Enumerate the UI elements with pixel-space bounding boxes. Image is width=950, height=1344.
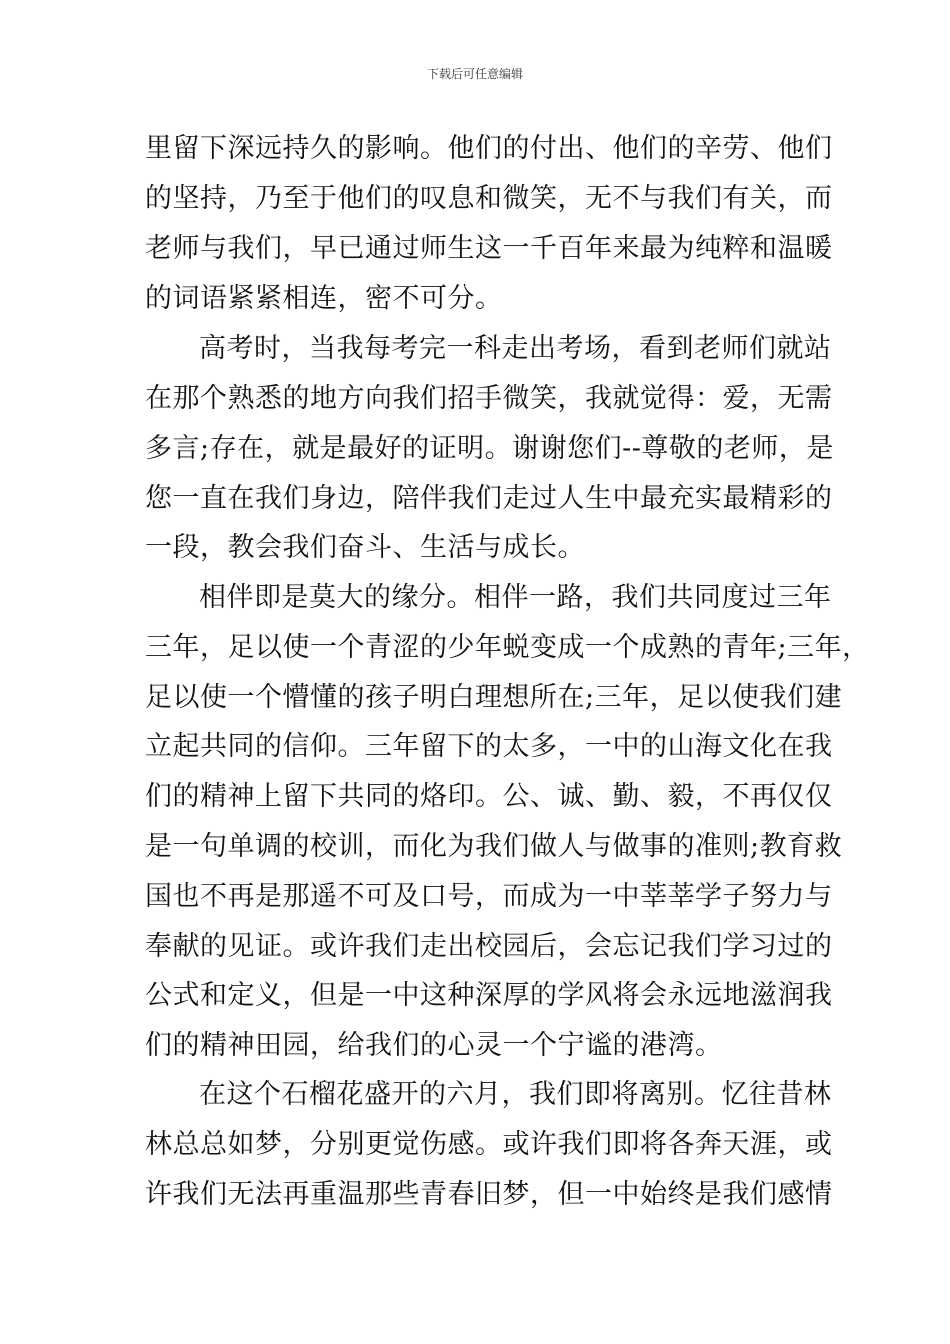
text-line: 一段，教会我们奋斗、生活与成长。 xyxy=(145,532,585,563)
paragraph-start-line: 高考时，当我每考完一科走出考场，看到老师们就站 xyxy=(199,333,832,364)
page-header: 下载后可任意编辑 xyxy=(426,67,523,81)
text-line: 们的精神上留下共同的烙印。公、诚、勤、毅，不再仅仅 xyxy=(145,781,833,812)
text-line: 是一句单调的校训，而化为我们做人与做事的准则;教育救 xyxy=(145,831,843,862)
text-line: 的坚持，乃至于他们的叹息和微笑，无不与我们有关，而 xyxy=(145,183,833,214)
text-line: 林总总如梦，分别更觉伤感。或许我们即将各奔天涯，或 xyxy=(145,1129,833,1160)
text-line: 在那个熟悉的地方向我们招手微笑，我就觉得：爱，无需 xyxy=(145,383,833,414)
text-line: 老师与我们，早已通过师生这一千百年来最为纯粹和温暖 xyxy=(145,233,833,264)
text-line: 三年，足以使一个青涩的少年蜕变成一个成熟的青年;三年， xyxy=(145,632,870,663)
text-line: 们的精神田园，给我们的心灵一个宁谧的港湾。 xyxy=(145,1030,723,1061)
text-line: 奉献的见证。或许我们走出校园后，会忘记我们学习过的 xyxy=(145,931,833,962)
text-line: 足以使一个懵懂的孩子明白理想所在;三年，足以使我们建 xyxy=(145,682,843,713)
paragraph-start-line: 在这个石榴花盛开的六月，我们即将离别。忆往昔林 xyxy=(199,1079,832,1110)
text-line: 公式和定义，但是一中这种深厚的学风将会永远地滋润我 xyxy=(145,980,833,1011)
text-line: 国也不再是那遥不可及口号，而成为一中莘莘学子努力与 xyxy=(145,881,833,912)
text-line: 立起共同的信仰。三年留下的太多，一中的山海文化在我 xyxy=(145,731,833,762)
text-line: 的词语紧紧相连，密不可分。 xyxy=(145,283,503,314)
text-line: 里留下深远持久的影响。他们的付出、他们的辛劳、他们 xyxy=(145,133,833,164)
text-line: 您一直在我们身边，陪伴我们走过人生中最充实最精彩的 xyxy=(145,483,833,514)
text-line: 多言;存在，就是最好的证明。谢谢您们--尊敬的老师，是 xyxy=(145,433,834,464)
paragraph-start-line: 相伴即是莫大的缘分。相伴一路，我们共同度过三年 xyxy=(199,582,832,613)
text-line: 许我们无法再重温那些青春旧梦，但一中始终是我们感情 xyxy=(145,1179,833,1210)
